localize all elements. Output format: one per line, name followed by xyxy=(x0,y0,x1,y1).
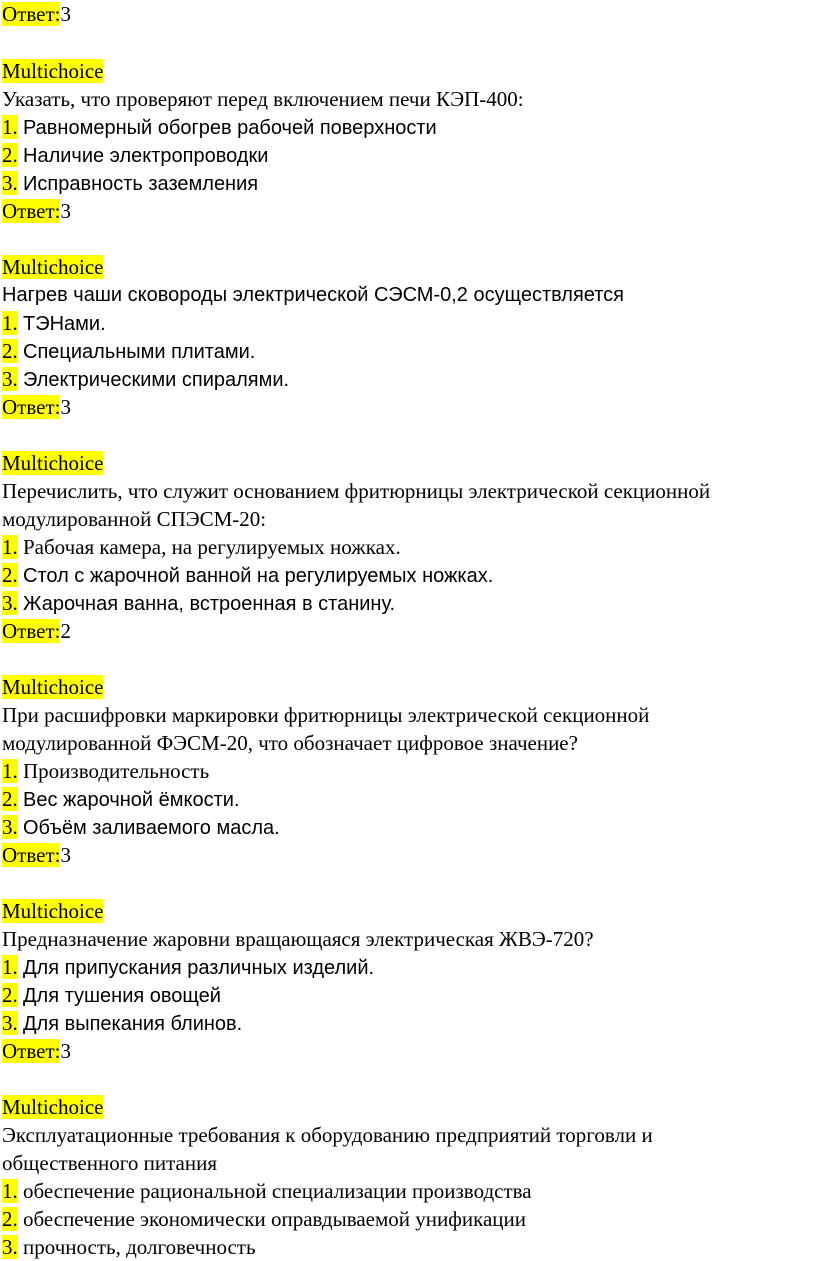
option-number: 2. xyxy=(2,983,18,1007)
option-text: Специальными плитами. xyxy=(23,341,256,363)
question-block xyxy=(2,57,814,225)
answer-value: 3 xyxy=(60,2,71,26)
question-type: Multichoice xyxy=(2,59,104,83)
option-text: Объём заливаемого масла. xyxy=(23,817,280,839)
option-2 xyxy=(2,337,814,365)
option-2 xyxy=(2,141,814,169)
option-3 xyxy=(2,1233,814,1261)
option-text: Для тушения овощей xyxy=(23,985,221,1007)
question-block xyxy=(2,253,814,421)
option-text: Равномерный обогрев рабочей поверхности xyxy=(23,117,437,139)
option-1 xyxy=(2,533,814,561)
question-block xyxy=(2,1093,814,1261)
answer-label: Ответ: xyxy=(2,2,61,26)
option-number: 3. xyxy=(2,171,18,195)
option-number: 1. xyxy=(2,1179,18,1203)
spacer xyxy=(2,645,814,673)
question-text: Предназначение жаровни вращающаяся электрическая ЖВЭ-720? xyxy=(2,927,594,951)
option-text: Производительность xyxy=(23,759,210,783)
question-text: Указать, что проверяют перед включением печи КЭП-400: xyxy=(2,87,524,111)
option-number: 1. xyxy=(2,311,18,335)
question-text-line-2: модулированной ФЭСМ-20, что обозначает цифровое значение? xyxy=(2,731,578,755)
option-text: Для припускания различных изделий. xyxy=(23,957,375,979)
answer-label: Ответ: xyxy=(2,843,61,867)
answer-value: 3 xyxy=(60,843,71,867)
question-type: Multichoice xyxy=(2,899,104,923)
option-number: 2. xyxy=(2,339,18,363)
question-type: Multichoice xyxy=(2,255,104,279)
option-text: Для выпекания блинов. xyxy=(23,1013,243,1035)
answer-line xyxy=(2,841,814,869)
answer-label: Ответ: xyxy=(2,199,61,223)
option-1 xyxy=(2,1177,814,1205)
answer-value: 3 xyxy=(60,395,71,419)
option-2 xyxy=(2,981,814,1009)
spacer xyxy=(2,1065,814,1093)
answer-label: Ответ: xyxy=(2,1039,61,1063)
question-text-line-2: общественного питания xyxy=(2,1151,217,1175)
option-number: 1. xyxy=(2,115,18,139)
question-text-line-1: При расшифровки маркировки фритюрницы электрической секционной xyxy=(2,703,650,727)
answer-line xyxy=(2,617,814,645)
option-number: 2. xyxy=(2,143,18,167)
question-text-line-1: Эксплуатационные требования к оборудованию предприятий торговли и xyxy=(2,1123,653,1147)
answer-line xyxy=(2,1037,814,1065)
option-number: 3. xyxy=(2,591,18,615)
spacer xyxy=(2,421,814,449)
option-text: Рабочая камера, на регулируемых ножках. xyxy=(23,535,401,559)
answer-value: 3 xyxy=(60,1039,71,1063)
option-number: 1. xyxy=(2,535,18,559)
option-3 xyxy=(2,169,814,197)
option-2 xyxy=(2,1205,814,1233)
question-block xyxy=(2,673,814,869)
option-2 xyxy=(2,561,814,589)
option-text: Стол с жарочной ванной на регулируемых ножках. xyxy=(23,565,494,587)
option-1 xyxy=(2,953,814,981)
answer-line xyxy=(2,197,814,225)
option-text: Наличие электропроводки xyxy=(23,145,269,167)
option-text: Исправность заземления xyxy=(23,173,259,195)
option-number: 3. xyxy=(2,815,18,839)
document xyxy=(2,0,814,1261)
answer-line xyxy=(2,393,814,421)
answer-value: 3 xyxy=(60,199,71,223)
option-text: Жарочная ванна, встроенная в станину. xyxy=(23,593,396,615)
option-text: Электрическими спиралями. xyxy=(23,369,290,391)
option-number: 3. xyxy=(2,1235,18,1259)
option-text: Вес жарочной ёмкости. xyxy=(23,789,240,811)
question-text-line-2: модулированной СПЭСМ-20: xyxy=(2,507,267,531)
option-text: прочность, долговечность xyxy=(23,1235,256,1259)
answer-value: 2 xyxy=(60,619,71,643)
question-type: Multichoice xyxy=(2,451,104,475)
option-number: 2. xyxy=(2,563,18,587)
option-number: 3. xyxy=(2,367,18,391)
answer-line xyxy=(2,1,814,28)
option-text: обеспечение экономически оправдываемой унификации xyxy=(23,1207,527,1231)
spacer xyxy=(2,28,814,57)
question-type: Multichoice xyxy=(2,675,104,699)
spacer xyxy=(2,869,814,897)
option-3 xyxy=(2,813,814,841)
option-number: 1. xyxy=(2,955,18,979)
question-block xyxy=(2,897,814,1065)
option-3 xyxy=(2,1009,814,1037)
question-type: Multichoice xyxy=(2,1095,104,1119)
question-text-line-1: Перечислить, что служит основанием фритюрницы электрической секционной xyxy=(2,479,711,503)
option-number: 2. xyxy=(2,787,18,811)
option-1 xyxy=(2,309,814,337)
spacer xyxy=(2,225,814,253)
option-text: ТЭНами. xyxy=(23,313,106,335)
option-2 xyxy=(2,785,814,813)
question-text: Нагрев чаши сковороды электрической СЭСМ-0,2 осуществляется xyxy=(2,284,625,306)
option-number: 1. xyxy=(2,759,18,783)
option-1 xyxy=(2,757,814,785)
option-3 xyxy=(2,589,814,617)
answer-label: Ответ: xyxy=(2,395,61,419)
question-block xyxy=(2,449,814,645)
option-1 xyxy=(2,113,814,141)
answer-label: Ответ: xyxy=(2,619,61,643)
option-number: 2. xyxy=(2,1207,18,1231)
option-text: обеспечение рациональной специализации производства xyxy=(23,1179,532,1203)
option-3 xyxy=(2,365,814,393)
option-number: 3. xyxy=(2,1011,18,1035)
